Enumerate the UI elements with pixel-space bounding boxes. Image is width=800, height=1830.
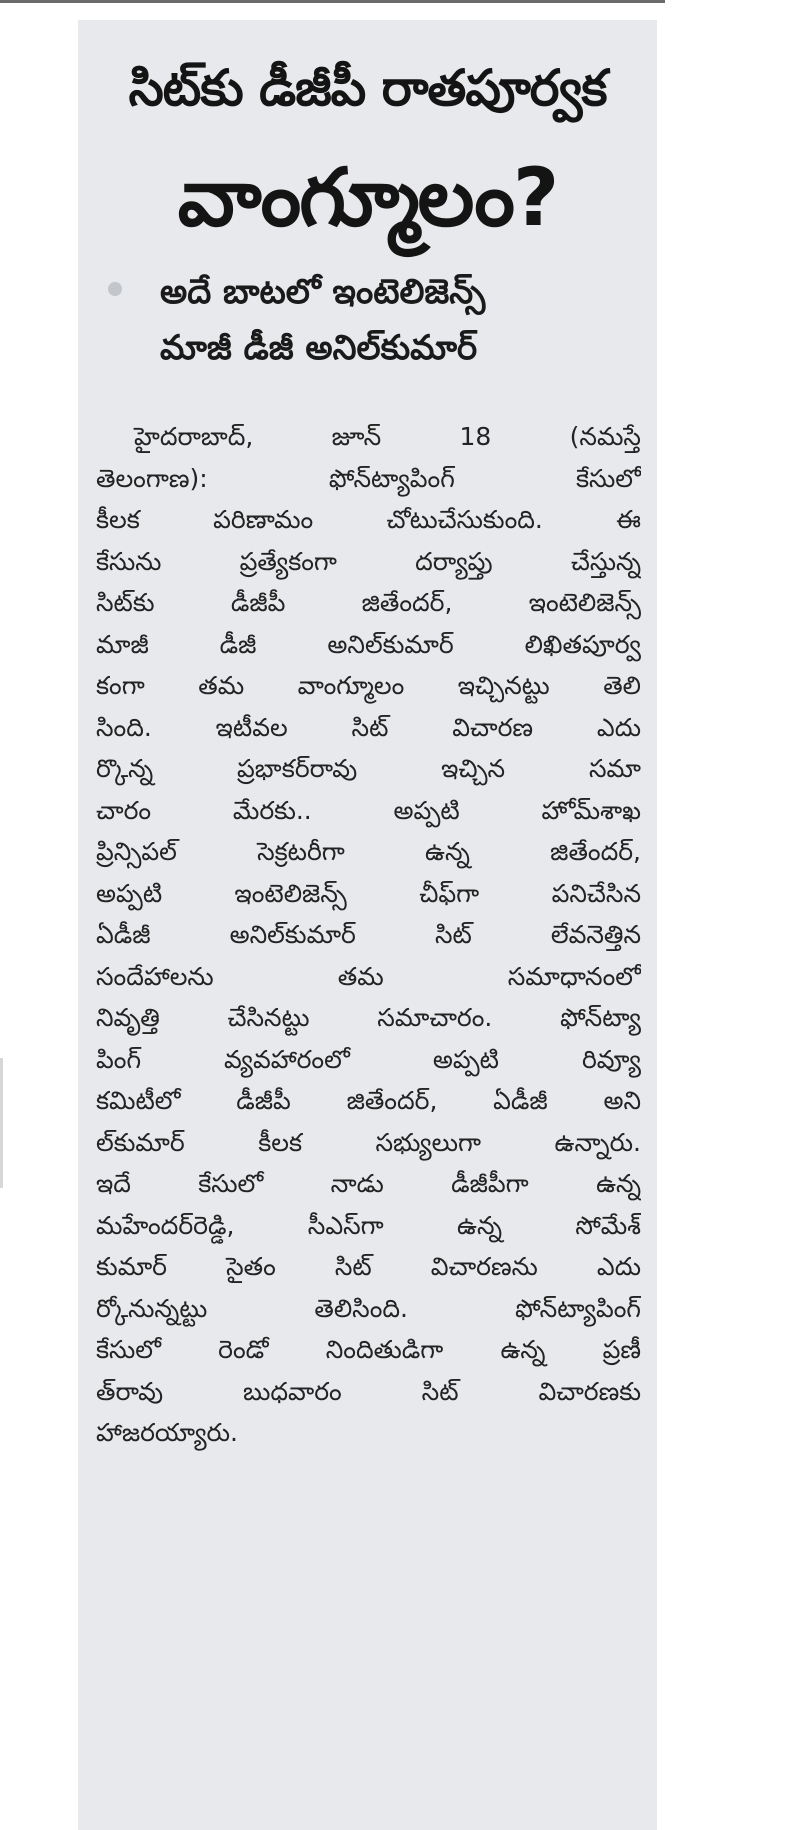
body-line: సింది. ఇటీవల సిట్ విచారణ ఎదు [96, 712, 641, 742]
top-border-rule [0, 0, 665, 3]
body-line: నివృత్తి చేసినట్టు సమాచారం. ఫోన్‌ట్యా [96, 1003, 641, 1032]
subheadline [160, 264, 640, 376]
body-line: సిట్‌కు డీజీపీ జితేందర్, ఇంటెలిజెన్స్ [96, 588, 641, 617]
body-line: ప్రిన్సిపల్ సెక్రటరీగా ఉన్న జితేందర్, [96, 837, 641, 866]
body-line: ర్కొన్న ప్రభాకర్‌రావు ఇచ్చిన సమా [96, 754, 641, 783]
body-line: చారం మేరకు.. అప్పటి హోమ్‌శాఖ [96, 795, 641, 825]
bullet-icon [108, 282, 122, 296]
body-line: కేసులో రెండో నిందితుడిగా ఉన్న ప్రణీ [96, 1335, 641, 1364]
body-line: కేసును ప్రత్యేకంగా దర్యాప్తు చేస్తున్న [96, 546, 641, 576]
body-line: హాజరయ్యారు. [96, 1418, 238, 1447]
body-line: కమిటీలో డీజీపీ జితేందర్, ఏడీజీ అని [96, 1086, 641, 1115]
news-clipping [78, 20, 657, 1830]
body-line: ల్‌కుమార్ కీలక సభ్యులుగా ఉన్నారు. [96, 1127, 641, 1157]
left-edge-mark [0, 1058, 3, 1188]
body-line: కంగా తమ వాంగ్మూలం ఇచ్చినట్టు తెలి [96, 671, 641, 700]
body-line: ఇదే కేసులో నాడు డీజీపీగా ఉన్న [96, 1169, 641, 1198]
subheadline-line-2: మాజీ డీజీ అనిల్‌కుమార్ [160, 328, 478, 368]
body-line: ర్కోనున్నట్టు తెలిసింది. ఫోన్‌ట్యాపింగ్ [96, 1293, 641, 1323]
headline-line-1: సిట్‌కు డీజీపీ రాతపూర్వక [128, 59, 607, 117]
body-line: మాజీ డీజీ అనిల్‌కుమార్ లిఖితపూర్వ [96, 629, 641, 659]
headline-line-2: వాంగ్మూలం? [177, 151, 558, 244]
body-line: అప్పటి ఇంటెలిజెన్స్ చీఫ్‌గా పనిచేసిన [96, 878, 641, 908]
body-line: మహేందర్‌రెడ్డి, సీఎస్‌గా ఉన్న సోమేశ్ [96, 1210, 641, 1240]
body-line: కీలక పరిణామం చోటుచేసుకుంది. ఈ [96, 505, 641, 534]
body-line: సందేహాలను తమ సమాధానంలో [96, 961, 641, 991]
body-line: తెలంగాణ): ఫోన్‌ట్యాపింగ్ కేసులో [96, 463, 641, 493]
body-line: త్‌రావు బుధవారం సిట్ విచారణకు [96, 1376, 641, 1406]
article-body [96, 416, 641, 1454]
body-line: ఏడీజీ అనిల్‌కుమార్ సిట్ లేవనెత్తిన [96, 920, 641, 949]
body-line: కుమార్ సైతం సిట్ విచారణను ఎదు [96, 1252, 641, 1281]
body-line: హైదరాబాద్, జూన్ 18 (నమస్తే [134, 422, 641, 451]
subheadline-line-1: అదే బాటలో ఇంటెలిజెన్స్ [160, 272, 486, 312]
next-article-headline-cutoff [108, 1818, 628, 1830]
body-line: పింగ్ వ్యవహారంలో అప్పటి రివ్యూ [96, 1044, 641, 1074]
